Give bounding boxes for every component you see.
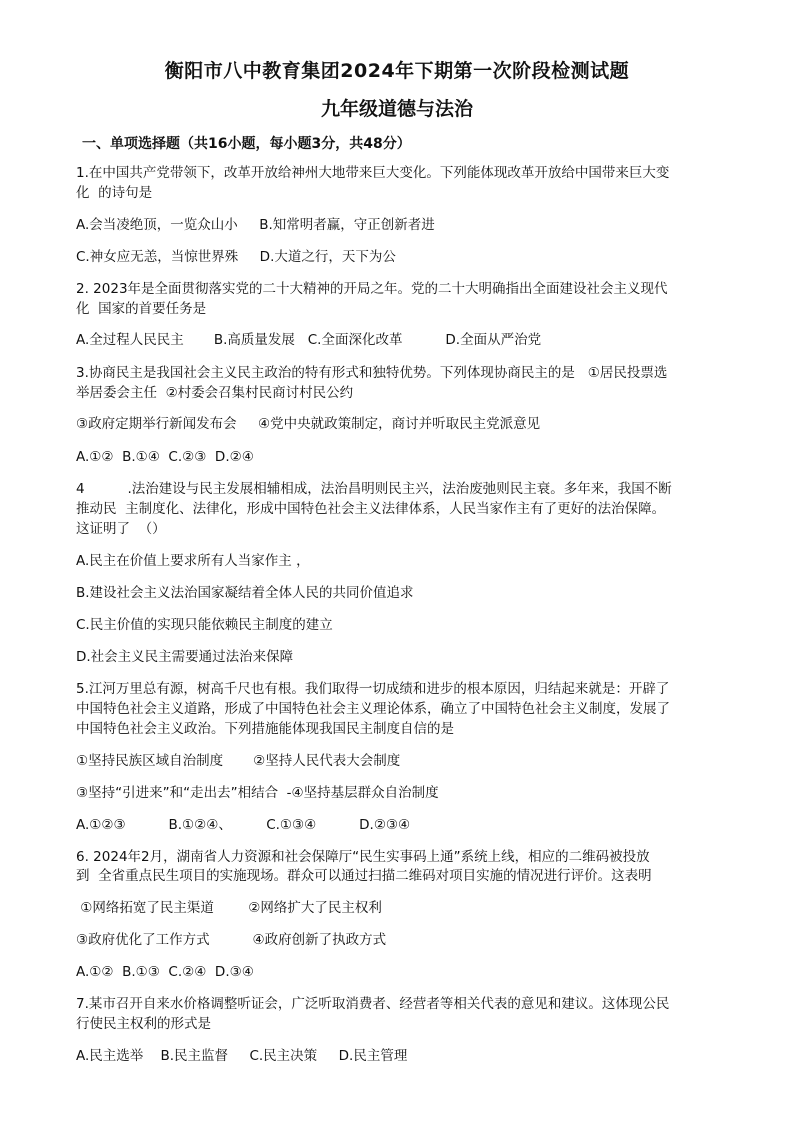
question-6-stem-line-1: 6. 2024年2月，湖南省人力资源和社会保障厅“民生实事码上通”系统上线，相应的二维码被投放 — [76, 849, 650, 865]
question-6-choice-items-1: ①网络拓宽了民主渠道 ②网络扩大了民主权利 — [76, 900, 382, 916]
question-4-option-b: B.建设社会主义法治国家凝结着全体人民的共同价值追求 — [76, 585, 414, 601]
exam-subject: 九年级道德与法治 — [320, 98, 473, 120]
question-5-stem-line-2: 中国特色社会主义道路，形成了中国特色社会主义理论体系，确立了中国特色社会主义制度，发展了 — [76, 701, 670, 717]
question-4-option-a: A.民主在价值上要求所有人当家作主 ， — [76, 553, 310, 569]
question-5-options: A.①②③ B.①②④、 C.①③④ D.②③④ — [76, 817, 411, 833]
question-3-options: A.①② B.①④ C.②③ D.②④ — [76, 449, 254, 465]
question-5-choice-items-1: ①坚持民族区域自治制度 ②坚持人民代表大会制度 — [76, 753, 401, 769]
question-1-options-cd: C.神女应无恙，当惊世界殊 D.大道之行，天下为公 — [76, 249, 396, 265]
section-heading: 一、单项选择题（共16小题，每小题3分，共48分） — [82, 136, 411, 152]
question-7-options: A.民主选举 B.民主监督 C.民主决策 D.民主管理 — [76, 1048, 408, 1064]
question-3-choice-items: ③政府定期举行新闻发布会 ④党中央就政策制定，商讨并听取民主党派意见 — [76, 416, 541, 432]
question-1-stem-line-1: 1.在中国共产党带领下，改革开放给神州大地带来巨大变化。下列能体现改革开放给中国带来巨大变 — [76, 165, 670, 181]
question-2-stem-line-2: 化 国家的首要任务是 — [76, 301, 207, 317]
question-5-stem-line-3: 中国特色社会主义政治。下列措施能体现我国民主制度自信的是 — [76, 721, 454, 737]
question-4-option-d: D.社会主义民主需要通过法治来保障 — [76, 649, 294, 665]
question-7-stem-line-2: 行使民主权利的形式是 — [76, 1016, 211, 1032]
question-5-choice-items-2: ③坚持“引进来”和“走出去”相结合 -④坚持基层群众自治制度 — [76, 785, 439, 801]
question-4-stem-line-3: 这证明了 （） — [76, 521, 166, 537]
question-2-options: A.全过程人民民主 B.高质量发展 C.全面深化改革 D.全面从严治党 — [76, 332, 542, 348]
question-3-stem-line-1: 3.协商民主是我国社会主义民主政治的特有形式和独特优势。下列体现协商民主的是 ①居民投票选 — [76, 365, 668, 381]
question-6-choice-items-2: ③政府优化了工作方式 ④政府创新了执政方式 — [76, 932, 387, 948]
question-4-stem-line-1: 4 .法治建设与民主发展相辅相成，法治昌明则民主兴，法治废弛则民主衰。多年来，我国不断 — [76, 481, 672, 497]
exam-title: 衡阳市八中教育集团2024年下期第一次阶段检测试题 — [164, 60, 630, 82]
question-5-stem-line-1: 5.江河万里总有源，树高千尺也有根。我们取得一切成绩和进步的根本原因，归结起来就是：开辟了 — [76, 681, 670, 697]
question-4-stem-line-2: 推动民 主制度化、法律化，形成中国特色社会主义法律体系，人民当家作主有了更好的法治保障。 — [76, 501, 666, 517]
question-6-stem-line-2: 到 全省重点民生项目的实施现场。群众可以通过扫描二维码对项目实施的情况进行评价。这表明 — [76, 868, 652, 884]
question-7-stem-line-1: 7.某市召开自来水价格调整听证会，广泛听取消费者、经营者等相关代表的意见和建议。这体现公民 — [76, 996, 670, 1012]
question-3-stem-line-2: 举居委会主任 ②村委会召集村民商讨村民公约 — [76, 385, 354, 401]
question-4-option-c: C.民主价值的实现只能依赖民主制度的建立 — [76, 617, 333, 633]
question-2-stem-line-1: 2. 2023年是全面贯彻落实党的二十大精神的开局之年。党的二十大明确指出全面建设社会主义现代 — [76, 281, 668, 297]
question-6-options: A.①② B.①③ C.②④ D.③④ — [76, 964, 254, 980]
question-1-stem-line-2: 化 的诗句是 — [76, 185, 153, 201]
question-1-options-ab: A.会当凌绝顶，一览众山小 B.知常明者赢，守正创新者进 — [76, 217, 435, 233]
